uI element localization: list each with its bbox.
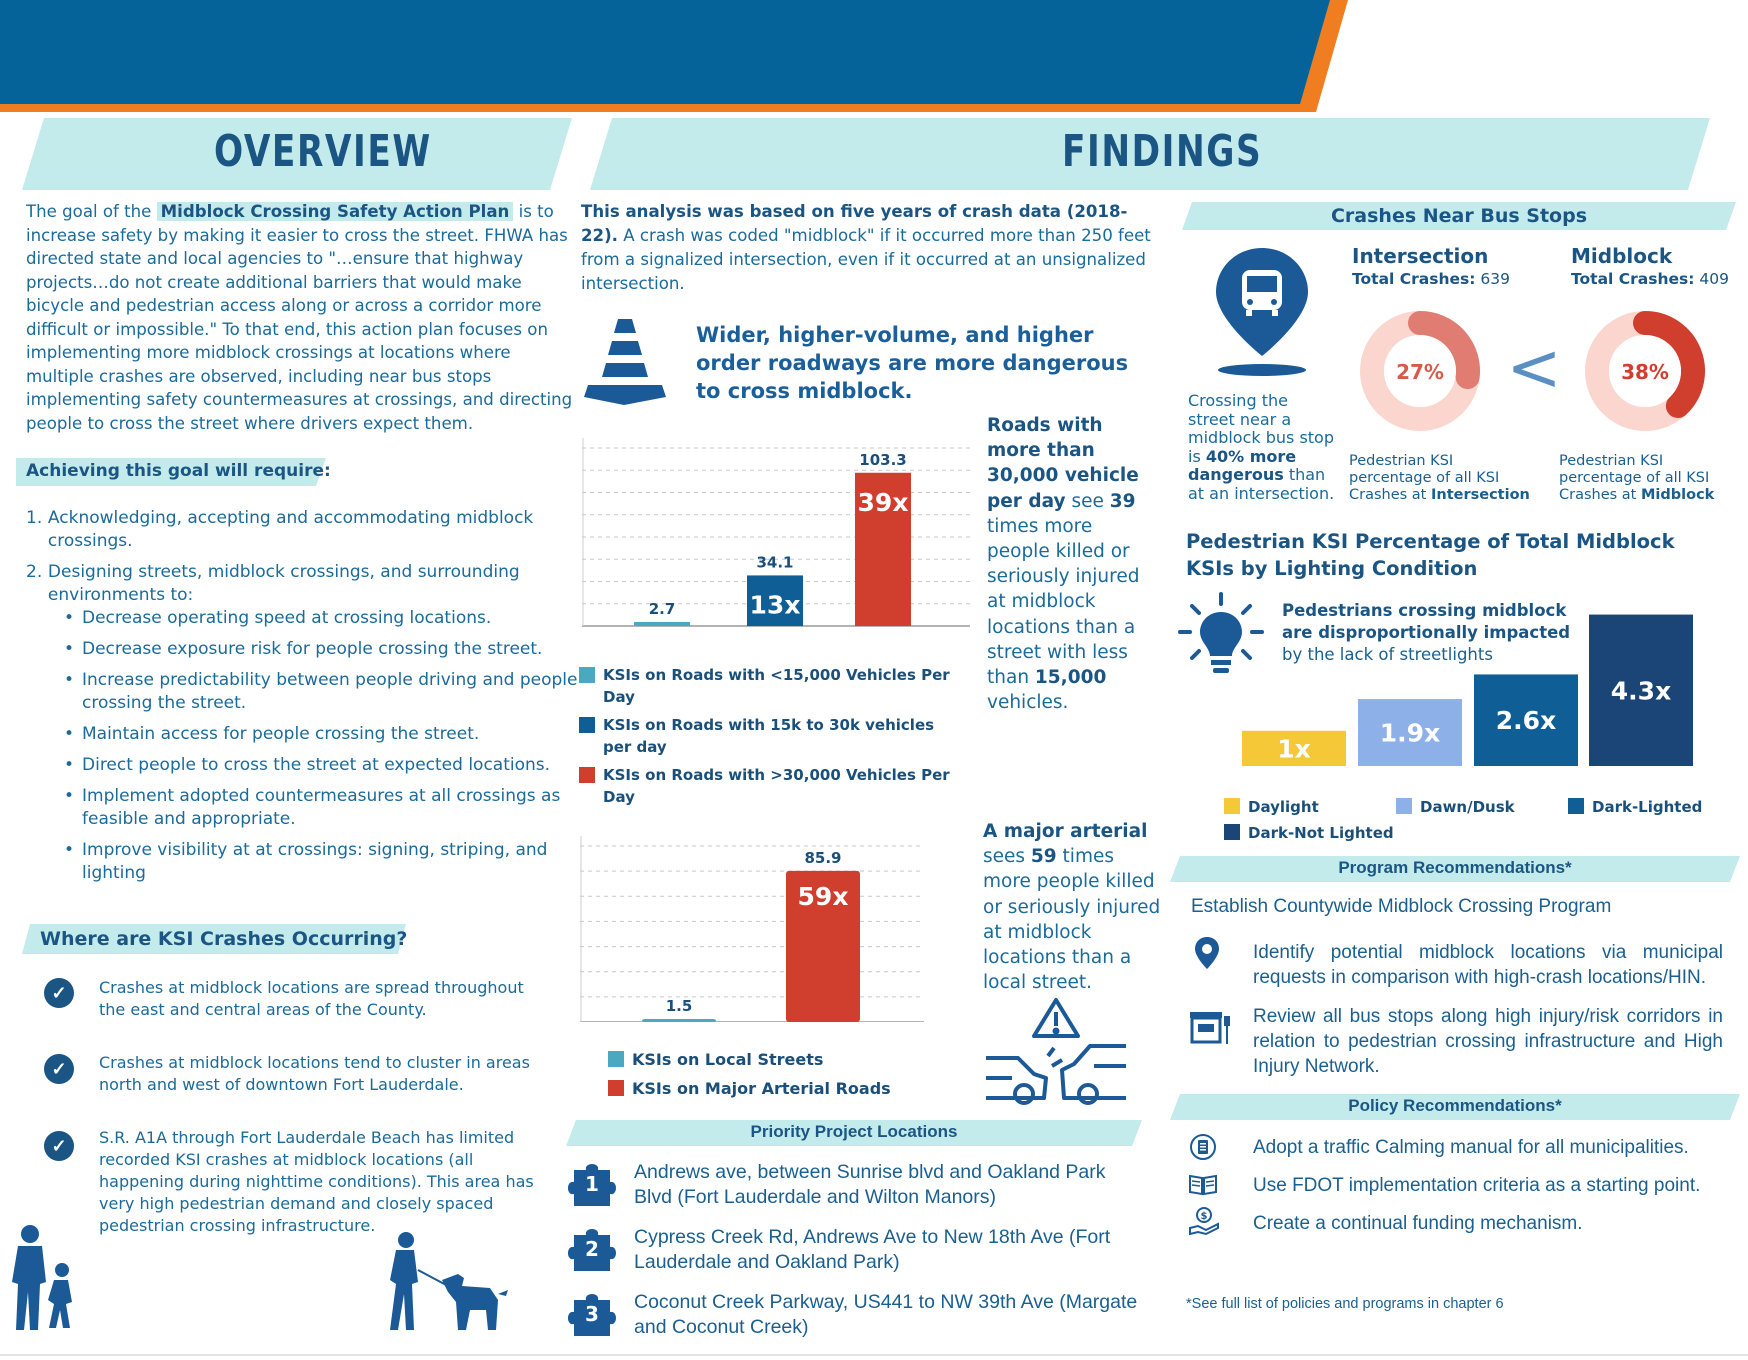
bar-value-label: 34.1 <box>756 553 794 572</box>
plan-name-highlight: Midblock Crossing Safety Action Plan <box>157 202 514 221</box>
bullet: • Direct people to cross the street at expected locations. <box>64 754 579 777</box>
requirement-1-text: Acknowledging, accepting and accommodating midblock crossings. <box>47 508 534 551</box>
legend-item <box>579 764 959 808</box>
policy-title: Policy Recommendations* <box>1348 1096 1562 1115</box>
program-item-1: Identify potential midblock locations via municipal requests in comparison with high-crash locations/HIN. <box>1253 942 1723 988</box>
findings-title: FINDINGS <box>1062 126 1263 177</box>
bar-value-label: 103.3 <box>859 450 907 469</box>
side-note-arterial: A major arterial sees 59 times more people killed or seriously injured at midblock locations than a local street. <box>983 821 1161 994</box>
bus-stops-title: Crashes Near Bus Stops <box>1330 205 1588 227</box>
puzzle-piece-icon <box>566 1225 618 1273</box>
svg-text:$: $ <box>1200 1211 1208 1222</box>
volume-ksi-chart <box>582 418 970 636</box>
adult-child-walking-icon <box>6 1222 82 1334</box>
priority-title: Priority Project Locations <box>750 1122 958 1141</box>
book-icon <box>1188 1172 1218 1196</box>
policy-item-3: Create a continual funding mechanism. <box>1253 1213 1583 1234</box>
car-crash-icon <box>982 994 1130 1106</box>
intersection-caption: Pedestrian KSI percentage of all KSI Crashes at Intersection <box>1349 453 1530 503</box>
bus-stop-desc: Crossing the street near a midblock bus stop is 40% more dangerous than at an intersection. <box>1188 391 1335 503</box>
legend-swatch <box>608 1080 624 1096</box>
priority-number: 2 <box>585 1237 599 1261</box>
legend-label: KSIs on Roads with >30,000 Vehicles Per Day <box>603 766 950 806</box>
priority-text: Cypress Creek Rd, Andrews Ave to New 18th Ave (Fort Lauderdale and Oakland Park) <box>634 1226 1111 1273</box>
legend-item <box>608 1078 928 1100</box>
legend-label: KSIs on Major Arterial Roads <box>632 1079 891 1098</box>
midblock-total: Total Crashes: 409 <box>1571 270 1729 288</box>
chart1-legend <box>579 664 959 808</box>
priority-list <box>566 1160 1146 1355</box>
bar-multiplier-label: 4.3x <box>1610 676 1672 706</box>
findings-intro <box>581 200 1161 296</box>
bar <box>634 622 690 626</box>
bar-multiplier-label: 39x <box>857 487 909 517</box>
legend-label: KSIs on Roads with <15,000 Vehicles Per Day <box>603 666 950 706</box>
bullet: • Increase predictability between people driving and people crossing the street. <box>64 669 579 715</box>
legend-item: Dawn/Dusk <box>1396 798 1568 816</box>
lighting-ksi-chart <box>1236 596 1696 774</box>
legend-label: KSIs on Roads with 15k to 30k vehicles per day <box>603 716 935 756</box>
legend-item: Dark-Lighted <box>1568 798 1718 816</box>
intro-pre: The goal of the <box>26 202 152 221</box>
bullet: • Implement adopted countermeasures at all crossings as feasible and appropriate. <box>64 785 579 831</box>
priority-text: Coconut Creek Parkway, US441 to NW 39th Ave (Margate and Coconut Creek) <box>634 1291 1138 1338</box>
priority-number: 3 <box>585 1302 599 1326</box>
intro-post: is to increase safety by making it easier to cross the street. FHWA has directed state and local agencies to "…ensure that highway projects…do not create additional barriers that would make bicycle and pedestrian access along or across a corridor more difficult or impossible." To that end, this action plan focuses on implementing more midblock crossings at locations where multiple crashes are observed, including near bus stops implementing safety countermeasures at crossings, and directing people to cross the street where drivers expect them. <box>26 202 573 433</box>
chart2-legend <box>608 1049 928 1100</box>
legend-swatch <box>1224 798 1240 814</box>
intersection-total: Total Crashes: 639 <box>1352 270 1510 288</box>
priority-text: Andrews ave, between Sunrise blvd and Oakland Park Blvd (Fort Lauderdale and Wilton Manors) <box>634 1161 1106 1208</box>
achieving-title: Achieving this goal will require: <box>26 461 331 481</box>
traffic-cone-icon <box>584 315 666 405</box>
priority-item <box>566 1290 1146 1355</box>
check-icon: ✓ <box>44 1054 74 1084</box>
legend-item <box>608 1049 928 1071</box>
cone-heading: Wider, higher-volume, and higher order roadways are more dangerous to cross midblock. <box>696 323 1129 403</box>
bar-value-label: 1.5 <box>665 997 693 1015</box>
bar-value-label: 85.9 <box>804 848 842 867</box>
street-type-ksi-chart <box>580 822 924 1022</box>
bar-multiplier-label: 59x <box>797 881 849 911</box>
bullet: • Decrease exposure risk for people crossing the street. <box>64 638 579 661</box>
bullet: • Improve visibility at at crossings: signing, striping, and lighting <box>64 839 579 885</box>
lighting-callout: Pedestrians crossing midblock are disproportionally impacted by the lack of streetlights <box>1282 601 1571 664</box>
requirement-2: 2. Designing streets, midblock crossings, and surrounding environments to: <box>26 561 566 607</box>
midblock-caption: Pedestrian KSI percentage of all KSI Crashes at Midblock <box>1559 453 1715 503</box>
bar-multiplier-label: 13x <box>749 590 801 620</box>
lighting-title: Pedestrian KSI Percentage of Total Midblock KSIs by Lighting Condition <box>1186 530 1675 580</box>
donut-percent-label: 27% <box>1396 360 1444 384</box>
funding-hand-icon <box>1188 1206 1220 1236</box>
bus-stop-pin-icon <box>1212 246 1312 376</box>
ksi-item-1: Crashes at midblock locations are spread throughout the east and central areas of the County. <box>99 978 524 1019</box>
legend-label: KSIs on Local Streets <box>632 1050 824 1069</box>
bullet: • Maintain access for people crossing the street. <box>64 723 579 746</box>
less-than-symbol: < <box>1506 329 1562 406</box>
priority-number: 1 <box>585 1172 599 1196</box>
bar-multiplier-label: 1x <box>1277 734 1311 764</box>
ksi-where-title: Where are KSI Crashes Occurring? <box>40 928 408 950</box>
overview-intro <box>26 200 574 435</box>
midblock-label: Midblock <box>1571 244 1673 268</box>
bus-stop-donuts <box>1352 306 1712 436</box>
bar-value-label: 2.7 <box>648 599 676 618</box>
map-pin-icon <box>1194 936 1220 970</box>
legend-swatch <box>579 667 595 683</box>
bar-multiplier-label: 2.6x <box>1495 706 1557 736</box>
bar-multiplier-label: 1.9x <box>1379 718 1441 748</box>
chart3-legend <box>1224 798 1724 842</box>
program-title: Program Recommendations* <box>1338 858 1572 877</box>
legend-swatch <box>608 1051 624 1067</box>
bullet: • Decrease operating speed at crossing locations. <box>64 607 579 630</box>
legend-swatch <box>1224 824 1240 840</box>
ksi-item-2: Crashes at midblock locations tend to cluster in areas north and west of downtown Fort Lauderdale. <box>99 1053 530 1094</box>
clipboard-icon <box>1190 1134 1216 1160</box>
side-note-volume: Roads with more than 30,000 vehicle per day see 39 times more people killed or seriously injured at midblock locations than a street with less than 15,000 vehicles. <box>987 415 1140 714</box>
legend-item: Dark-Not Lighted <box>1224 824 1424 842</box>
top-banner <box>0 0 1748 112</box>
puzzle-piece-icon <box>566 1290 618 1338</box>
requirement-2-bullets <box>64 607 579 885</box>
priority-item <box>566 1225 1146 1290</box>
legend-swatch <box>579 717 595 733</box>
puzzle-piece-icon <box>566 1160 618 1208</box>
donut-percent-label: 38% <box>1621 360 1669 384</box>
program-item-2: Review all bus stops along high injury/risk corridors in relation to pedestrian crossing infrastructure and High Injury Network. <box>1253 1006 1723 1077</box>
program-lead: Establish Countywide Midblock Crossing Program <box>1191 896 1612 917</box>
legend-item: Daylight <box>1224 798 1396 816</box>
bar <box>642 1019 716 1022</box>
requirement-2-text: Designing streets, midblock crossings, and surrounding environments to: <box>47 562 520 605</box>
bus-stop-icon <box>1188 1010 1232 1046</box>
legend-swatch <box>1568 798 1584 814</box>
intersection-label: Intersection <box>1352 244 1489 268</box>
check-icon: ✓ <box>44 978 74 1008</box>
legend-swatch <box>1396 798 1412 814</box>
legend-item <box>579 664 959 708</box>
policy-footnote: *See full list of policies and programs in chapter 6 <box>1186 1296 1504 1312</box>
person-walking-dog-icon <box>378 1230 510 1334</box>
policy-item-2: Use FDOT implementation criteria as a starting point. <box>1253 1175 1701 1196</box>
legend-item <box>579 714 959 758</box>
requirement-1: 1. Acknowledging, accepting and accommodating midblock crossings. <box>26 507 566 553</box>
ksi-item-3: S.R. A1A through Fort Lauderdale Beach has limited recorded KSI crashes at midblock locations (all happening during nighttime conditions). This area has very high pedestrian demand and closely spaced pedestrian crossing infrastructure. <box>99 1128 534 1235</box>
policy-item-1: Adopt a traffic Calming manual for all municipalities. <box>1253 1137 1689 1158</box>
findings-intro-rest: A crash was coded "midblock" if it occurred more than 250 feet from a signalized intersection, even if it occurred at an unsignalized intersection. <box>581 226 1151 293</box>
legend-swatch <box>579 767 595 783</box>
findings-intro-bold: This analysis was based on five years of crash data (2018-22). <box>581 202 1128 245</box>
bottom-divider <box>0 1354 1748 1356</box>
priority-item <box>566 1160 1146 1225</box>
requirements-list <box>26 507 578 885</box>
check-icon: ✓ <box>44 1131 74 1161</box>
overview-title: OVERVIEW <box>214 126 432 177</box>
